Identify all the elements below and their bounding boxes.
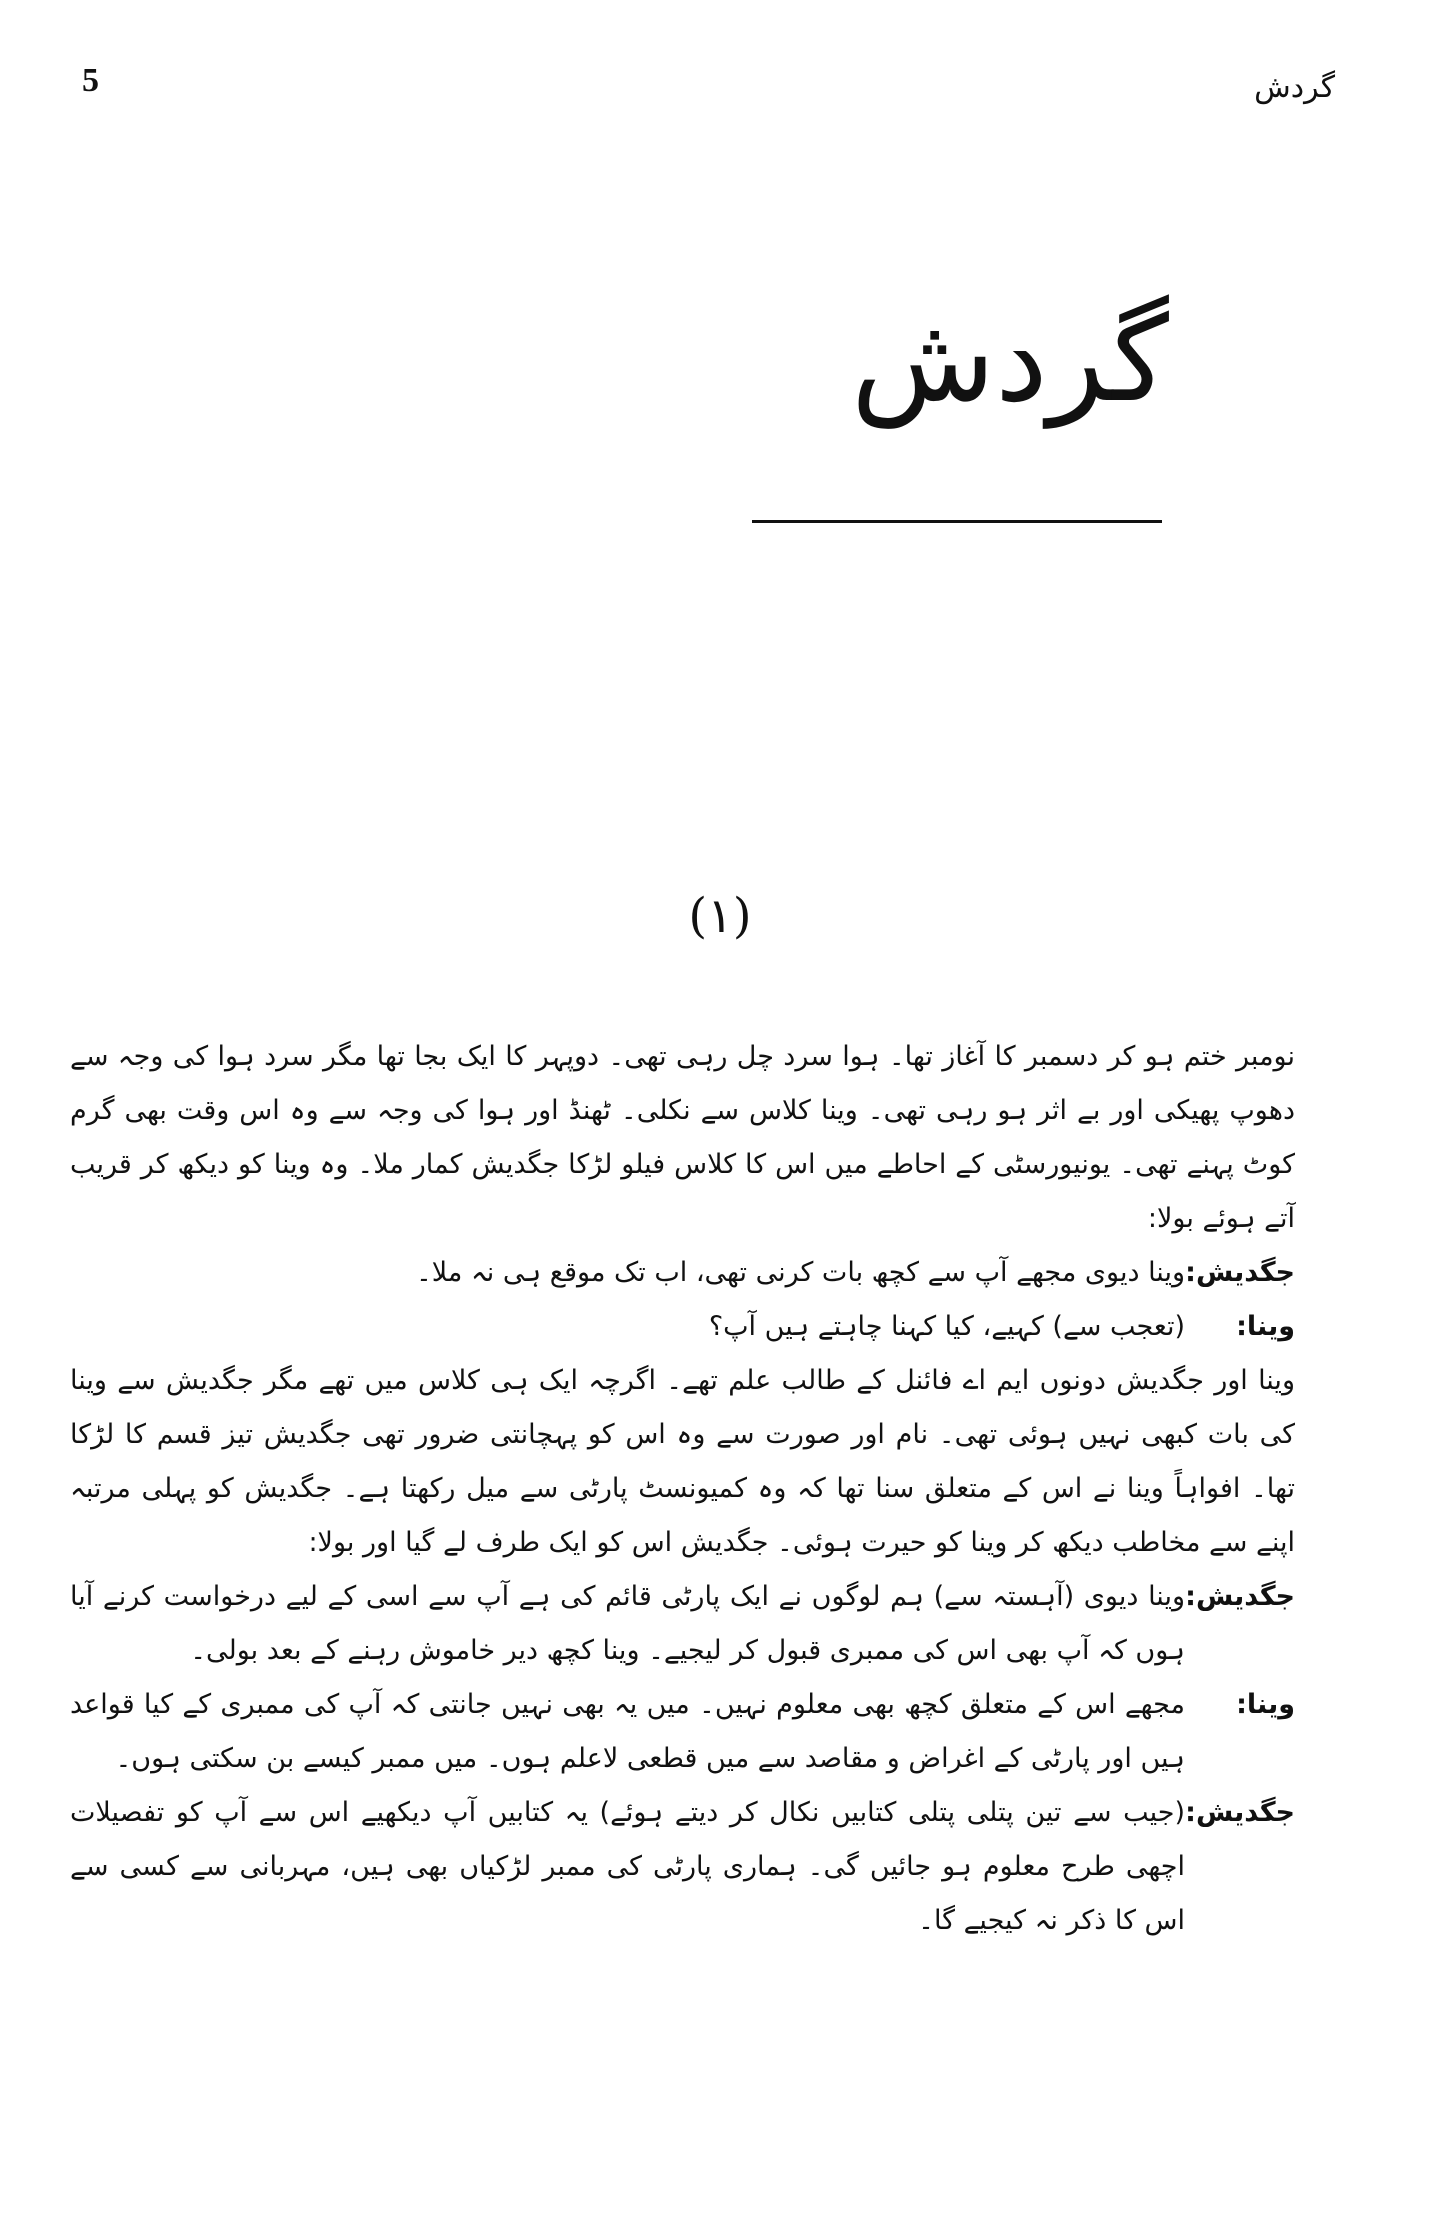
chapter-title: گردش <box>851 290 1169 428</box>
speech-text: مجھے اس کے متعلق کچھ بھی معلوم نہیں۔ میں یہ بھی نہیں جانتی کہ آپ کی ممبری کے کیا قواعد ہیں اور پارٹی کے اغراض و مقاصد سے میں قطعی لاعلم ہوں۔ میں ممبر کیسے بن سکتی ہوں۔ <box>70 1689 1185 1774</box>
speaker-label: جگدیش: <box>1185 1257 1295 1288</box>
dialogue-line <box>70 1786 1295 1948</box>
paragraph: وینا اور جگدیش دونوں ایم اے فائنل کے طالب علم تھے۔ اگرچہ ایک ہی کلاس میں تھے مگر جگدیش سے وینا کی بات کبھی نہیں ہوئی تھی۔ نام اور صورت سے وہ اس کو پہچانتی ضرور تھی جگدیش تیز قسم کا لڑکا تھا۔ افواہاً وینا نے اس کے متعلق سنا تھا کہ وہ کمیونسٹ پارٹی سے میل رکھتا ہے۔ جگدیش کو پہلی مرتبہ اپنے سے مخاطب دیکھ کر وینا کو حیرت ہوئی۔ جگدیش اس کو ایک طرف لے گیا اور بولا: <box>70 1365 1295 1558</box>
page-number: 5 <box>82 62 99 99</box>
speech-text: وینا دیوی (آہستہ سے) ہم لوگوں نے ایک پارٹی قائم کی ہے آپ سے اسی کے لیے درخواست کرنے آیا ہوں کہ آپ بھی اس کی ممبری قبول کر لیجیے۔ وینا کچھ دیر خاموش رہنے کے بعد بولی۔ <box>70 1581 1185 1666</box>
body-text <box>70 1030 1295 1948</box>
speaker-label: وینا: <box>1236 1689 1295 1720</box>
dialogue-line <box>70 1300 1295 1354</box>
title-rule <box>752 520 1162 523</box>
speech-text: (تعجب سے) کہیے، کیا کہنا چاہتے ہیں آپ؟ <box>708 1311 1185 1342</box>
speech-text: وینا دیوی مجھے آپ سے کچھ بات کرنی تھی، اب تک موقع ہی نہ ملا۔ <box>415 1257 1185 1288</box>
running-head: گردش <box>1254 70 1335 105</box>
speaker-label: جگدیش: <box>1185 1581 1295 1612</box>
dialogue-line <box>70 1570 1295 1678</box>
section-marker: (۱) <box>688 888 752 944</box>
speaker-label: وینا: <box>1236 1311 1295 1342</box>
dialogue-line <box>70 1678 1295 1786</box>
dialogue-line <box>70 1246 1295 1300</box>
paragraph: نومبر ختم ہو کر دسمبر کا آغاز تھا۔ ہوا سرد چل رہی تھی۔ دوپہر کا ایک بجا تھا مگر سرد ہوا کی وجہ سے دھوپ پھیکی اور بے اثر ہو رہی تھی۔ وینا کلاس سے نکلی۔ ٹھنڈ اور ہوا کی وجہ سے وہ اس وقت بھی گرم کوٹ پہنے تھی۔ یونیورسٹی کے احاطے میں اس کا کلاس فیلو لڑکا جگدیش کمار ملا۔ وہ وینا کو دیکھ کر قریب آتے ہوئے بولا: <box>70 1041 1295 1234</box>
speaker-label: جگدیش: <box>1185 1797 1295 1828</box>
speech-text: (جیب سے تین پتلی پتلی کتابیں نکال کر دیتے ہوئے) یہ کتابیں آپ دیکھیے اس سے آپ کو تفصیلات اچھی طرح معلوم ہو جائیں گی۔ ہماری پارٹی کی ممبر لڑکیاں بھی ہیں، مہربانی سے کسی سے اس کا ذکر نہ کیجیے گا۔ <box>70 1797 1185 1936</box>
